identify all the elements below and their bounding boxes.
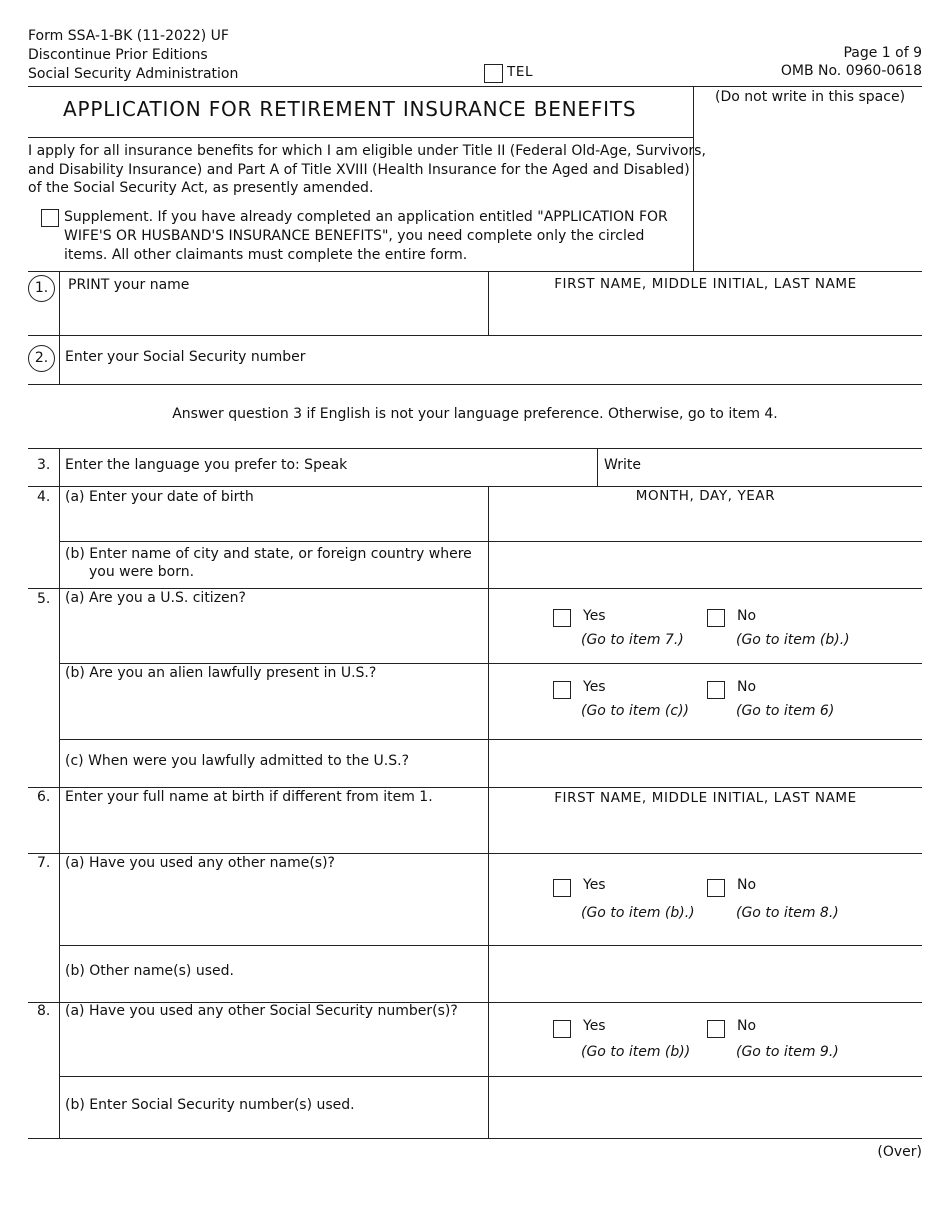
language-note: Answer question 3 if English is not your language preference. Otherwise, go to item 4. xyxy=(172,406,778,422)
citizen-yes-goto: (Go to item 7.) xyxy=(581,632,684,648)
alien-no-goto: (Go to item 6) xyxy=(736,703,835,719)
item-5c-label: (c) When were you lawfully admitted to the U.S.? xyxy=(65,753,410,769)
rule xyxy=(28,86,922,87)
rule xyxy=(59,787,60,853)
other-names-input[interactable] xyxy=(489,946,922,1001)
intro-line-1: I apply for all insurance benefits for which I am eligible under Title II (Federal Old-Age, Survivors, xyxy=(28,143,706,159)
intro-line-2: and Disability Insurance) and Part A of Title XVIII (Health Insurance for the Aged and Disabled) xyxy=(28,162,690,178)
item-4a-hint: MONTH, DAY, YEAR xyxy=(635,488,776,504)
other-ssn-no-goto: (Go to item 9.) xyxy=(736,1044,839,1060)
item-5b-label: (b) Are you an alien lawfully present in U.S.? xyxy=(65,665,377,681)
item-3-number: 3. xyxy=(37,457,51,473)
rule xyxy=(59,588,60,787)
other-ssn-input[interactable] xyxy=(489,1077,922,1137)
alien-no-checkbox[interactable] xyxy=(707,681,725,699)
item-7a-label: (a) Have you used any other name(s)? xyxy=(65,855,335,871)
item-8b-label: (b) Enter Social Security number(s) used. xyxy=(65,1097,355,1113)
item-4a-label: (a) Enter your date of birth xyxy=(65,489,254,505)
ssn-input[interactable] xyxy=(489,336,922,383)
item-8-number: 8. xyxy=(37,1003,51,1019)
rule xyxy=(28,787,922,788)
item-3-label: Enter the language you prefer to: Speak xyxy=(65,457,348,473)
other-names-no-label: No xyxy=(737,877,757,893)
supplement-line-3: items. All other claimants must complete the entire form. xyxy=(64,247,468,263)
item-7b-label: (b) Other name(s) used. xyxy=(65,963,234,979)
item-1-label: PRINT your name xyxy=(68,277,190,293)
other-names-no-goto: (Go to item 8.) xyxy=(736,905,839,921)
over-note: (Over) xyxy=(877,1144,922,1160)
supplement-line-1: Supplement. If you have already completed an application entitled "APPLICATION FOR xyxy=(64,209,668,225)
item-7-number: 7. xyxy=(37,855,51,871)
item-6-label: Enter your full name at birth if different from item 1. xyxy=(65,789,433,805)
rule xyxy=(28,271,922,272)
rule xyxy=(59,853,60,1002)
item-4b-label-line-1: (b) Enter name of city and state, or foreign country where xyxy=(65,546,472,562)
page-title: APPLICATION FOR RETIREMENT INSURANCE BENEFITS xyxy=(63,97,637,121)
item-1-hint: FIRST NAME, MIDDLE INITIAL, LAST NAME xyxy=(554,276,857,292)
rule xyxy=(597,448,598,486)
rule xyxy=(59,271,60,335)
alien-no-label: No xyxy=(737,679,757,695)
write-language-input[interactable] xyxy=(650,449,922,485)
item-2-number: 2. xyxy=(28,345,55,372)
other-names-yes-goto: (Go to item (b).) xyxy=(581,905,695,921)
alien-yes-checkbox[interactable] xyxy=(553,681,571,699)
other-ssn-no-checkbox[interactable] xyxy=(707,1020,725,1038)
rule xyxy=(28,137,693,138)
page-number: Page 1 of 9 xyxy=(843,45,922,61)
other-names-yes-checkbox[interactable] xyxy=(553,879,571,897)
item-6-hint: FIRST NAME, MIDDLE INITIAL, LAST NAME xyxy=(554,790,857,806)
citizen-yes-checkbox[interactable] xyxy=(553,609,571,627)
other-ssn-no-label: No xyxy=(737,1018,757,1034)
rule xyxy=(28,486,922,487)
alien-yes-goto: (Go to item (c)) xyxy=(581,703,689,719)
item-1-number: 1. xyxy=(28,275,55,302)
other-names-yes-label: Yes xyxy=(583,877,606,893)
rule xyxy=(28,588,922,589)
other-ssn-yes-goto: (Go to item (b)) xyxy=(581,1044,691,1060)
rule xyxy=(28,384,922,385)
rule xyxy=(59,663,922,664)
alien-yes-label: Yes xyxy=(583,679,606,695)
rule xyxy=(59,486,60,588)
citizen-no-goto: (Go to item (b).) xyxy=(736,632,850,648)
tel-label: TEL xyxy=(507,64,534,80)
item-4b-label-line-2: you were born. xyxy=(89,564,195,580)
supplement-checkbox[interactable] xyxy=(41,209,59,227)
agency-name: Social Security Administration xyxy=(28,66,239,82)
other-ssn-yes-label: Yes xyxy=(583,1018,606,1034)
birth-name-input[interactable] xyxy=(489,810,922,852)
admission-date-input[interactable] xyxy=(489,740,922,786)
form-id: Form SSA-1-BK (11-2022) UF xyxy=(28,28,229,44)
rule xyxy=(59,448,60,486)
item-5-number: 5. xyxy=(37,591,51,607)
item-5a-label: (a) Are you a U.S. citizen? xyxy=(65,590,246,606)
other-names-no-checkbox[interactable] xyxy=(707,879,725,897)
rule xyxy=(28,1138,922,1139)
citizen-yes-label: Yes xyxy=(583,608,606,624)
supplement-line-2: WIFE'S OR HUSBAND'S INSURANCE BENEFITS", you need complete only the circled xyxy=(64,228,645,244)
other-ssn-yes-checkbox[interactable] xyxy=(553,1020,571,1038)
rule xyxy=(693,86,694,271)
item-2-label: Enter your Social Security number xyxy=(65,349,306,365)
office-use-note: (Do not write in this space) xyxy=(715,89,906,105)
item-8a-label: (a) Have you used any other Social Security number(s)? xyxy=(65,1003,458,1019)
rule xyxy=(59,1002,60,1138)
tel-checkbox[interactable] xyxy=(484,64,503,83)
item-4-number: 4. xyxy=(37,489,51,505)
item-6-number: 6. xyxy=(37,789,51,805)
citizen-no-label: No xyxy=(737,608,757,624)
omb-number: OMB No. 0960-0618 xyxy=(780,63,922,79)
birth-date-input[interactable] xyxy=(489,508,922,540)
rule xyxy=(28,853,922,854)
birth-place-input[interactable] xyxy=(489,542,922,587)
speak-language-input[interactable] xyxy=(360,449,596,485)
intro-line-3: of the Social Security Act, as presently amended. xyxy=(28,180,374,196)
discontinue-note: Discontinue Prior Editions xyxy=(28,47,208,63)
citizen-no-checkbox[interactable] xyxy=(707,609,725,627)
rule xyxy=(59,335,60,384)
item-3-write-label: Write xyxy=(604,457,641,473)
name-input[interactable] xyxy=(489,296,922,334)
